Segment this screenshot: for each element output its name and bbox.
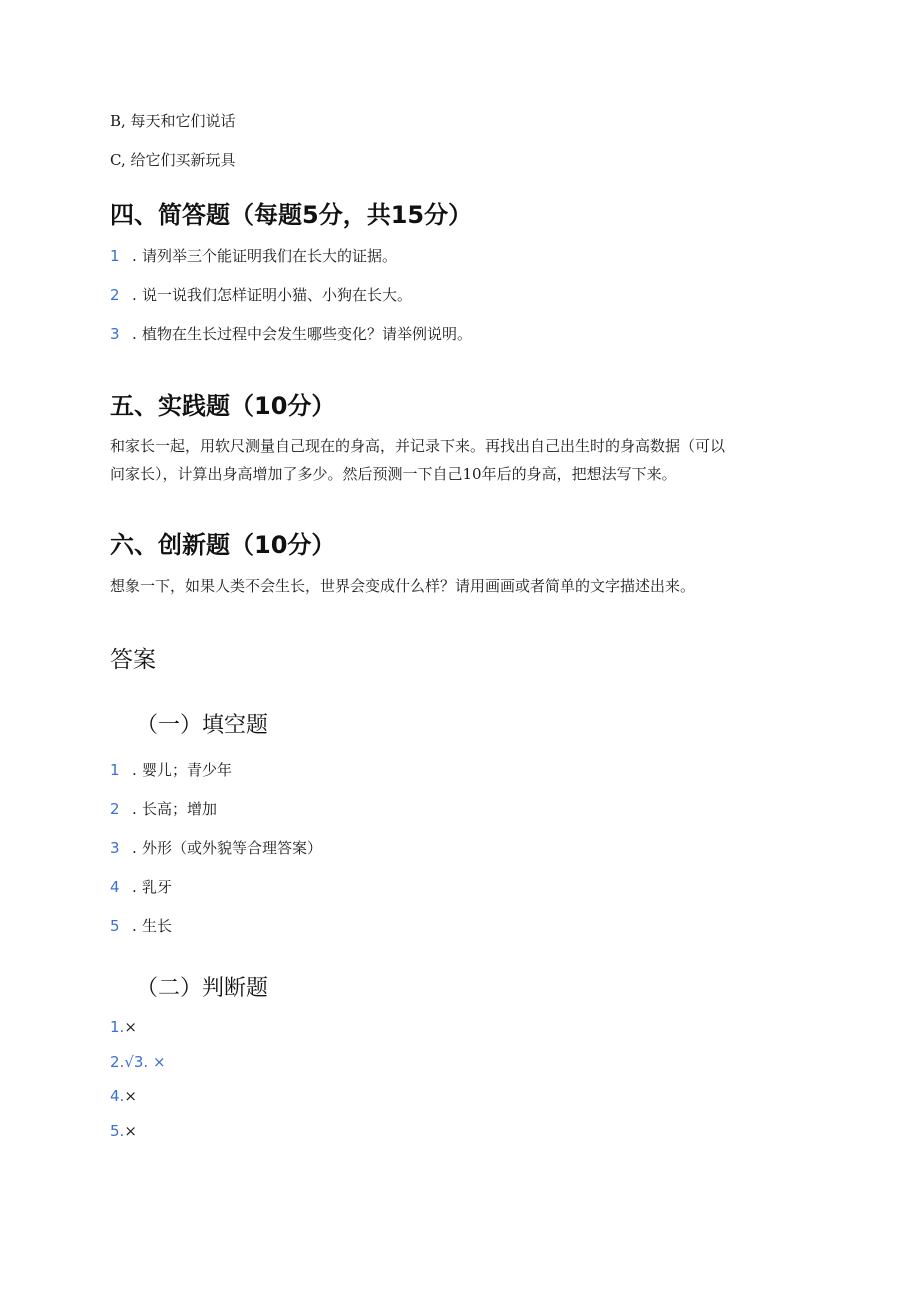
item-number: 2 — [110, 286, 120, 304]
item-text: √3. × — [124, 1053, 166, 1071]
item-number: 2 — [110, 800, 120, 818]
item-number: 4. — [110, 1087, 125, 1105]
item-number: 1. — [110, 1018, 125, 1036]
paragraph-line: 问家长），计算出身高增加了多少。然后预测一下自己10年后的身高，把想法写下来。 — [110, 465, 677, 483]
answer-item: 5 . 生长 — [110, 917, 173, 935]
answer-item: 2 . 长高；增加 — [110, 800, 218, 818]
item-text: × — [124, 1018, 137, 1036]
section6-text: 想象一下，如果人类不会生长，世界会变成什么样？请用画画或者简单的文字描述出来。 — [110, 577, 696, 595]
section4-title: 四、简答题（每题5分，共15分） — [110, 201, 473, 229]
item-text: 长高；增加 — [142, 800, 218, 818]
fill-blank-title: （一）填空题 — [136, 713, 269, 738]
question-item: 2 . 说一说我们怎样证明小猫、小狗在长大。 — [110, 286, 413, 304]
option-c: C, 给它们买新玩具 — [110, 151, 236, 169]
answers-title: 答案 — [110, 647, 156, 673]
item-text: 生长 — [142, 917, 173, 935]
item-text: 婴儿；青少年 — [142, 761, 233, 779]
answer-item: 1 . 婴儿；青少年 — [110, 761, 233, 779]
item-text: 乳牙 — [142, 878, 173, 896]
item-text: 说一说我们怎样证明小猫、小狗在长大。 — [142, 286, 413, 304]
item-text: 请列举三个能证明我们在长大的证据。 — [142, 247, 398, 265]
item-number: 2. — [110, 1053, 125, 1071]
judge-item — [110, 1087, 137, 1105]
item-number: 1 — [110, 247, 120, 265]
question-item: 3 . 植物在生长过程中会发生哪些变化？请举例说明。 — [110, 325, 473, 343]
item-text: 植物在生长过程中会发生哪些变化？请举例说明。 — [142, 325, 473, 343]
paragraph-line: 和家长一起，用软尺测量自己现在的身高，并记录下来。再找出自己出生时的身高数据（可以 — [110, 437, 726, 455]
item-number: 5. — [110, 1122, 125, 1140]
section5-title: 五、实践题（10分） — [110, 392, 336, 420]
judge-title: （二）判断题 — [136, 976, 269, 1001]
item-text: × — [124, 1087, 137, 1105]
item-number: 4 — [110, 878, 120, 896]
item-number: 5 — [110, 917, 120, 935]
section6-title: 六、创新题（10分） — [110, 531, 336, 559]
answer-item: 4 . 乳牙 — [110, 878, 173, 896]
item-number: 3 — [110, 839, 120, 857]
item-text: 外形（或外貌等合理答案） — [142, 839, 323, 857]
judge-item — [110, 1018, 137, 1036]
judge-item — [110, 1053, 166, 1071]
item-number: 1 — [110, 761, 120, 779]
question-item: 1 . 请列举三个能证明我们在长大的证据。 — [110, 247, 398, 265]
option-b: B, 每天和它们说话 — [110, 112, 236, 130]
answer-item: 3 . 外形（或外貌等合理答案） — [110, 839, 323, 857]
item-number: 3 — [110, 325, 120, 343]
judge-item — [110, 1122, 137, 1140]
item-text: × — [124, 1122, 137, 1140]
section5-paragraph — [110, 432, 725, 488]
